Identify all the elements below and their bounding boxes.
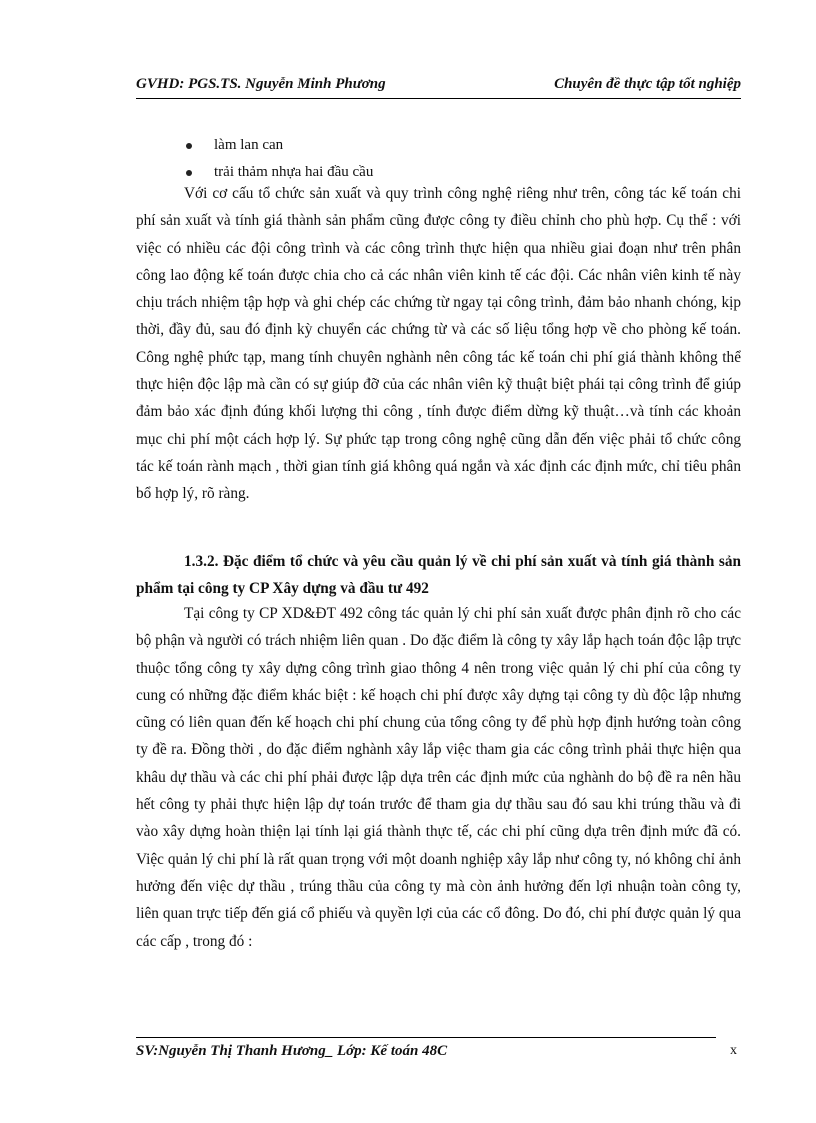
header-report-title: Chuyên đề thực tập tốt nghiệp — [554, 76, 741, 92]
footer-student: SV:Nguyễn Thị Thanh Hương_ Lớp: Kế toán 48C — [136, 1043, 448, 1059]
page-header — [136, 76, 741, 99]
list-item — [184, 132, 373, 159]
bullet-icon — [186, 143, 192, 149]
body-paragraph-1: Với cơ cấu tổ chức sản xuất và quy trình công nghệ riêng như trên, công tác kế toán chi phí sản xuất và tính giá thành sản phẩm cũng được công ty điều chỉnh cho phù hợp. Cụ thể : với việc có nhiều các đội công trình và các công trình thực hiện qua nhiều giai đoạn như trên phân công lao động kế toán được chia cho cả các nhân viên kinh tế các đội. Các nhân viên kinh tế này chịu trách nhiệm tập hợp và ghi chép các chứng từ ngay tại công trình, đảm bảo nhanh chóng, kịp thời, đầy đủ, sau đó định kỳ chuyển các chứng từ và các số liệu tổng hợp về cho phòng kế toán. Công nghệ phức tạp, mang tính chuyên nghành nên công tác kế toán chi phí giá thành không thể thực hiện độc lập mà cần có sự giúp đỡ của các nhân viên kỹ thuật biệt phái tại công trình để giúp đảm bảo xác định đúng khối lượng thi công , tính được điểm dừng kỹ thuật…và tính các khoản mục chi phí một cách hợp lý. Sự phức tạp trong công nghệ cũng dẫn đến việc phải tổ chức công tác kế toán rành mạch , thời gian tính giá không quá ngắn và xác định các định mức, chỉ tiêu phân bổ hợp lý, rõ ràng. — [136, 185, 741, 503]
bullet-text: làm lan can — [214, 137, 284, 153]
bullet-icon — [186, 170, 192, 176]
bullet-list — [184, 132, 373, 186]
page-number: x — [730, 1043, 737, 1058]
header-advisor: GVHD: PGS.TS. Nguyễn Minh Phương — [136, 76, 386, 92]
body-paragraph-2: Tại công ty CP XD&ĐT 492 công tác quản lý chi phí sản xuất được phân định rõ cho các bộ phận và người có trách nhiệm liên quan . Do đặc điểm là công ty xây lắp hạch toán độc lập trực thuộc tổng công ty xây dựng công trình giao thông 4 nên trong việc quản lý chi phí của công ty cung có những đặc điểm khác biệt : kế hoạch chi phí được xây dựng tại công ty dù độc lập nhưng cũng có liên quan đến kế hoạch chi phí chung của tổng công ty để phù hợp định hướng toàn công ty đề ra. Đồng thời , do đặc điểm nghành xây lắp việc tham gia các công trình phải thực hiện qua khâu dự thầu và các chi phí phải được lập dựa trên các định mức của nghành do bộ đề ra nên hầu hết công ty phải thực hiện lập dự toán trước để tham gia dự thầu sau đó sau khi trúng thầu và đi vào xây dựng hoàn thiện lại tính lại giá thành thực tế, các chi phí cũng dựa trên định mức đã có. Việc quản lý chi phí là rất quan trọng với một doanh nghiệp xây lắp như công ty, nó không chỉ ảnh hưởng đến việc dự thầu , trúng thầu của công ty mà còn ảnh hưởng đến lợi nhuận toàn công ty, liên quan trực tiếp đến giá cổ phiếu và quyền lợi của các cổ đông. Do đó, chi phí được quản lý qua các cấp , trong đó : — [136, 605, 741, 950]
bullet-text: trải thảm nhựa hai đầu cầu — [214, 164, 374, 180]
footer-divider — [136, 1037, 716, 1038]
section-heading: 1.3.2. Đặc điểm tổ chức và yêu cầu quản lý về chi phí sản xuất và tính giá thành sản phẩm tại công ty CP Xây dựng và đầu tư 492 — [136, 553, 741, 598]
